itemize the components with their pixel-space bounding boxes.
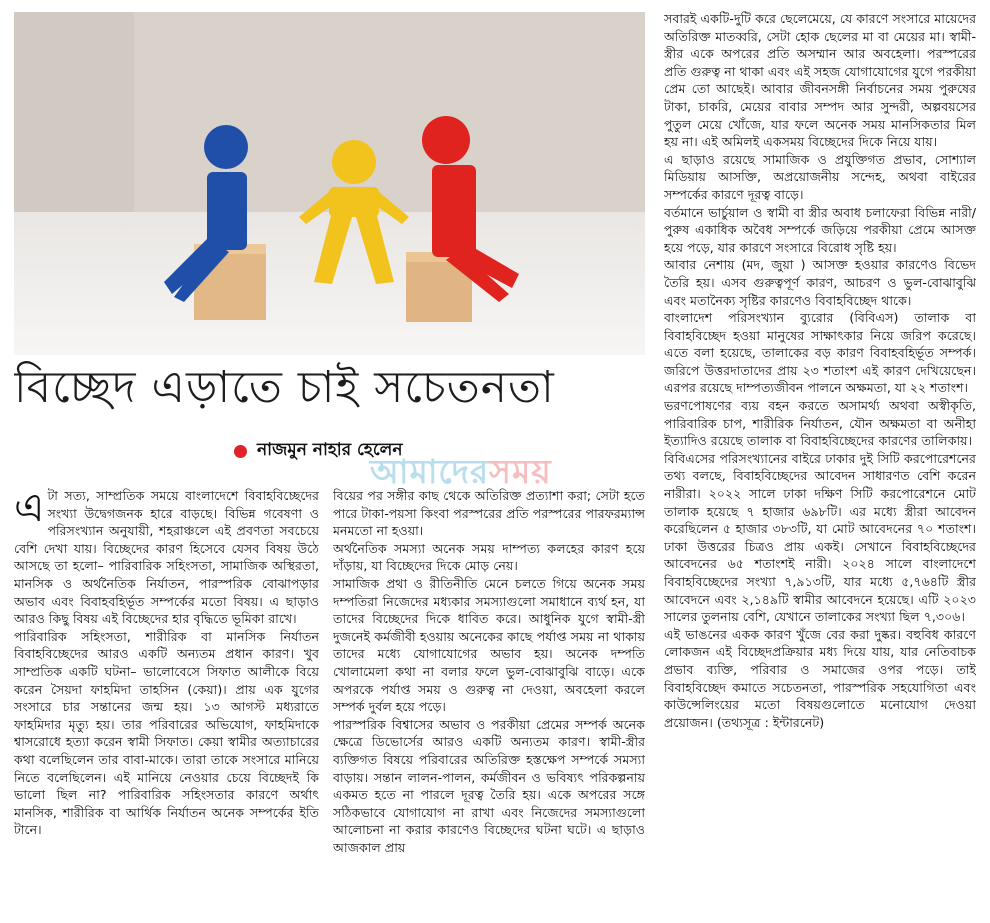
article-paragraph: বিবিএসের পরিসংখ্যানের বাইরে ঢাকার দুই সিটি করপোরেশনের তথ্য বলছে, বিবাহবিচ্ছেদের আবেদন সাধারণত বেশি করেন নারীরা। ২০২২ সালে ঢাকা দক্ষিণ সিটি করপোরেশনে মোট তালাক হয়েছে ৭ হাজার ৬৯৮টি। এর মধ্যে স্ত্রীরা আবেদন করেছিলেন ৫ হাজার ৩৮৩টি, যা মোট আবেদনের ৭০ শতাংশ। ঢাকা উত্তরের চিত্রও প্রায় একই। সেখানে বিবাহবিচ্ছেদের আবেদনের ৬৫ শতাংশই নারী। ২০২৪ সালে বাংলাদেশে বিবাহবিচ্ছেদের সংখ্যা ৭,৯১৩টি, যার মধ্যে ৫,৭৬৪টি স্ত্রীর আবেদনে এবং ২,১৪৯টি স্বামীর আবেদনে হয়েছে। এটি ২০২৩ সালের তুলনায় বেশি, যেখানে তালাকের সংখ্যা ছিল ৭,৩০৬। bbox=[664, 450, 976, 625]
article-paragraph: পারিবারিক সহিংসতা, শারীরিক বা মানসিক নির্যাতন বিবাহবিচ্ছেদের আরও একটি অন্যতম প্রধান কারণ। খুব সাম্প্রতিক একটি ঘটনা– ভালোবেসে সিফাত আলীকে বিয়ে করেন সৈয়দা ফাহমিদা তাহসিন (কেয়া)। প্রায় এক যুগের সংসারে চার সন্তানের জন্ম হয়। ১৩ আগস্ট মধ্যরাতে ফাহমিদার মৃত্যু হয়। তার পরিবারের অভিযোগ, ফাহমিদাকে শ্বাসরোধে হত্যা করেন স্বামী সিফাত। কেয়া স্বামীর অত্যাচারের কথা বলেছিলেন তার বাবা-মাকে। তারা তাকে সংসারে মানিয়ে নিতে বলেছিলেন। এই মানিয়ে নেওয়ার চেয়ে বিচ্ছেদই কি ভালো ছিল না? পারিবারিক সহিংসতার কারণে অর্থাৎ মানসিক, শারীরিক বা আর্থিক নির্যাতন অনেক সম্পর্কের ইতি টানে। bbox=[14, 628, 319, 838]
article-paragraph: পারস্পরিক বিশ্বাসের অভাব ও পরকীয়া প্রেমের সম্পর্ক অনেক ক্ষেত্রে ডিভোর্সের আরও একটি অন্যতম কারণ। স্বামী-স্ত্রীর ব্যক্তিগত বিষয়ে পরিবারের অতিরিক্ত হস্তক্ষেপ সম্পর্কে সমস্যা বাড়ায়। সন্তান লালন-পালন, কর্মজীবন ও ভবিষ্যৎ পরিকল্পনায় একমত হতে না পারলে দূরত্ব তৈরি হয়। একে অপরের সঙ্গে সঠিকভাবে যোগাযোগ না রাখা এবং নিজেদের সমস্যাগুলো আলোচনা না করার কারণেও বিচ্ছেদের ঘটনা ঘটে। এ ছাড়াও আজকাল প্রায় bbox=[333, 716, 645, 855]
paragraph-text: টা সত্য, সাম্প্রতিক সময়ে বাংলাদেশে বিবাহবিচ্ছেদের সংখ্যা উদ্বেগজনক হারে বাড়ছে। বিভিন্ন গবেষণা ও পরিসংখ্যান অনুযায়ী, শহরাঞ্চলে এই প্রবণতা সবচেয়ে বেশি দেখা যায়। বিচ্ছেদের কারণ হিসেবে যেসব বিষয় উঠে আসছে তা হলো– পারিবারিক সহিংসতা, সামাজিক অস্থিরতা, মানসিক ও অর্থনৈতিক নির্যাতন, পারস্পরিক বোঝাপড়ার অভাব এবং বিবাহবহির্ভূত সম্পর্কের মতো বিষয়। এ ছাড়াও আরও কিছু বিষয় এই বিচ্ছেদের হার বৃদ্ধিতে ভূমিকা রাখে। bbox=[14, 488, 319, 627]
author-name: নাজমুন নাহার হেলেন bbox=[257, 440, 403, 460]
drop-cap: এ bbox=[14, 487, 45, 531]
article-column-2 bbox=[333, 487, 645, 917]
article-headline: বিচ্ছেদ এড়াতে চাই সচেতনতা bbox=[14, 362, 555, 413]
red-dot-icon bbox=[234, 445, 247, 458]
article-paragraph: বিয়ের পর সঙ্গীর কাছ থেকে অতিরিক্ত প্রত্যাশা করা; সেটা হতে পারে টাকা-পয়সা কিংবা পরস্পরের প্রতি পরস্পরের পারফরম্যান্স মনমতো না হওয়া। bbox=[333, 488, 645, 539]
article-paragraph: ভরণপোষণের ব্যয় বহন করতে অসামর্থ্য অথবা অস্বীকৃতি, পারিবারিক চাপ, শারীরিক নির্যাতন, যৌন অক্ষমতা বা অনীহা ইত্যাদিও রয়েছে তালাক বা বিবাহবিচ্ছেদের কারণের তালিকায়। bbox=[664, 398, 976, 449]
wooden-figures-illustration bbox=[14, 12, 645, 355]
watermark-part2: সময় bbox=[489, 452, 552, 491]
article-column-3 bbox=[664, 10, 976, 917]
article-paragraph: বর্তমানে ভার্চুয়াল ও স্বামী বা স্ত্রীর অবাধ চলাফেরা বিভিন্ন নারী/পুরুষ একাধিক অবৈধ সম্পর্কে জড়িয়ে পরকীয়া প্রেমে আসক্ত হয়ে পড়ে, যার কারণে সংসারে বিরোধ সৃষ্টি হয়। bbox=[664, 204, 976, 255]
article-paragraph: অর্থনৈতিক সমস্যা অনেক সময় দাম্পত্য কলহের কারণ হয়ে দাঁড়ায়, যা বিচ্ছেদের দিকে মোড় নেয়। bbox=[333, 540, 645, 574]
article-paragraph: এই ভাঙনের একক কারণ খুঁজে বের করা দুষ্কর। বহুবিধ কারণে লোকজন এই বিচ্ছেদপ্রক্রিয়ার মধ্য দিয়ে যায়, যার নেতিবাচক প্রভাব ব্যক্তি, পরিবার ও সমাজের ওপর পড়ে। তাই বিবাহবিচ্ছেদ কমাতে সচেতনতা, পারস্পরিক সহযোগিতা এবং কাউন্সেলিংয়ের মতো বিষয়গুলোতে মনোযোগ দেওয়া প্রয়োজন। (তথ্যসূত্র : ইন্টারনেট) bbox=[664, 626, 976, 730]
article-paragraph: বাংলাদেশ পরিসংখ্যান ব্যুরোর (বিবিএস) তালাক বা বিবাহবিচ্ছেদ হওয়া মানুষের সাক্ষাৎকার নিয়ে জরিপ করেছে। এতে বলা হয়েছে, তালাকের বড় কারণ বিবাহবহির্ভূত সম্পর্ক। জরিপে উত্তরদাতাদের প্রায় ২৩ শতাংশ এই কারণ দেখিয়েছেন। এরপর রয়েছে দাম্পত্যজীবন পালনে অক্ষমতা, যা ২২ শতাংশ। bbox=[664, 310, 976, 396]
article-column-1 bbox=[14, 487, 319, 917]
article-paragraph: আবার নেশায় (মদ, জুয়া ) আসক্ত হওয়ার কারণেও বিভেদ তৈরি হয়। এসব গুরুত্বপূর্ণ কারণ, আচরণ ও ভুল-বোঝাবুঝি এবং মতানৈক্য সৃষ্টির কারণেও বিবাহবিচ্ছেদ থাকে। bbox=[664, 257, 976, 308]
article-paragraph bbox=[14, 487, 319, 628]
article-photo bbox=[14, 12, 645, 355]
article-paragraph: সবারই একটি-দুটি করে ছেলেমেয়ে, যে কারণে সংসারে মায়েদের অতিরিক্ত মাতব্বরি, সেটা হোক ছেলের মা বা মেয়ের মা। স্বামী-স্ত্রীর একে অপরের প্রতি অসম্মান আর অবহেলা। পরস্পরের প্রতি গুরুত্ব না থাকা এবং এই সহজ যোগাযোগের যুগে পরকীয়া প্রেম তো আছেই। আবার জীবনসঙ্গী নির্বাচনের সময় পুরুষের টাকা, চাকরি, মেয়ের বাবার সম্পদ আর সুন্দরী, অল্পবয়সের পুতুল মেয়ে খোঁজে, যার ফলে অনেক সময় মানসিকতার মিল হয় না। এই অমিলই একসময় বিচ্ছেদের দিকে নিয়ে যায়। bbox=[664, 11, 976, 150]
article-paragraph: এ ছাড়াও রয়েছে সামাজিক ও প্রযুক্তিগত প্রভাব, সোশ্যাল মিডিয়ায় আসক্তি, অপ্রয়োজনীয় সন্দেহ, অথবা বাইরের সম্পর্কের কারণে দূরত্ব বাড়ে। bbox=[664, 151, 976, 202]
watermark-part1: আমাদের bbox=[370, 452, 490, 491]
article-paragraph: সামাজিক প্রথা ও রীতিনীতি মেনে চলতে গিয়ে অনেক সময় দম্পতিরা নিজেদের মধ্যকার সমস্যাগুলো সমাধানে ব্যর্থ হন, যা তাদের বিচ্ছেদের দিকে ধাবিত করে। আধুনিক যুগে স্বামী-স্ত্রী দুজনেই কর্মজীবী হওয়ায় অনেকের কাছে পর্যাপ্ত সময় না থাকায় তাদের মধ্যে যোগাযোগের অভাব হয়। অনেক দম্পতি খোলামেলা কথা না বলার ফলে ভুল-বোঝাবুঝি বাড়ে। একে অপরকে পর্যাপ্ত সময় ও গুরুত্ব না দেওয়া, অবহেলা করলে সম্পর্ক দুর্বল হয়ে পড়ে। bbox=[333, 575, 645, 715]
